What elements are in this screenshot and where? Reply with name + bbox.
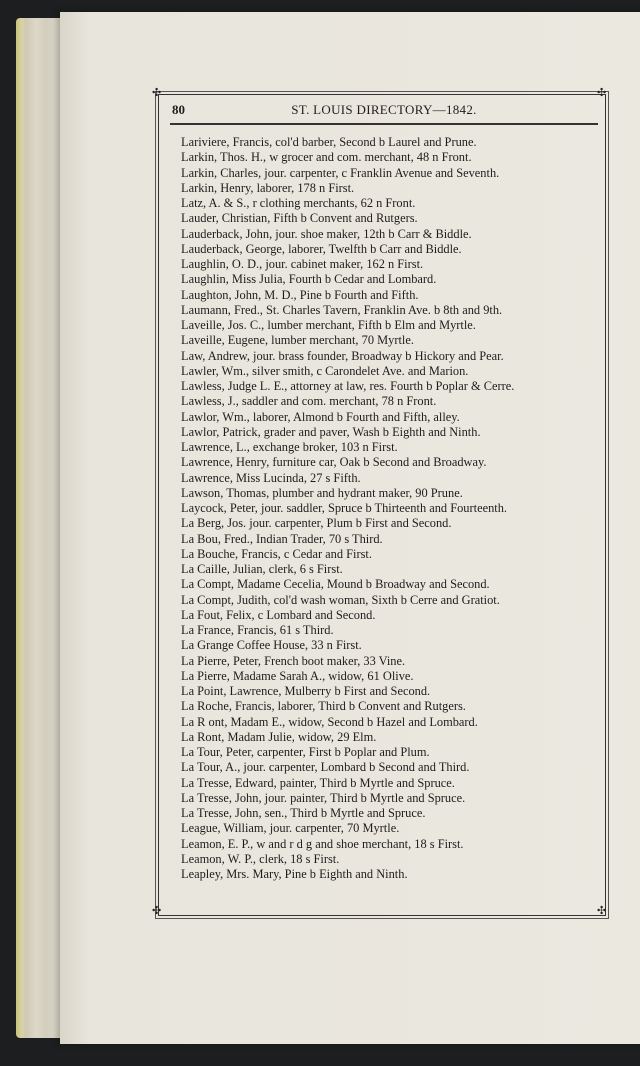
directory-entry: Lawlor, Wm., laborer, Almond b Fourth and Fifth, alley. [181, 409, 460, 424]
directory-entry: Law, Andrew, jour. brass founder, Broadway b Hickory and Pear. [181, 348, 504, 363]
directory-entry: La Bou, Fred., Indian Trader, 70 s Third. [181, 531, 383, 546]
page-title: ST. LOUIS DIRECTORY—1842. [291, 102, 477, 117]
directory-entry: Lawrence, Henry, furniture car, Oak b Second and Broadway. [181, 455, 487, 470]
directory-entry: Leamon, W. P., clerk, 18 s First. [181, 851, 340, 866]
directory-entry: La Tour, A., jour. carpenter, Lombard b Second and Third. [181, 760, 470, 775]
directory-entry: Lawrence, Miss Lucinda, 27 s Fifth. [181, 470, 361, 485]
directory-entry: La Tour, Peter, carpenter, First b Poplar and Plum. [181, 745, 430, 759]
directory-entry: La France, Francis, 61 s Third. [181, 623, 334, 637]
corner-ornament-icon: ✣ [152, 87, 162, 99]
directory-entries [181, 135, 601, 882]
corner-ornament-icon: ✣ [152, 905, 162, 917]
directory-entry: Leapley, Mrs. Mary, Pine b Eighth and Ninth. [181, 867, 408, 881]
page-number: 80 [172, 102, 185, 117]
directory-entry: La Point, Lawrence, Mulberry b First and Second. [181, 684, 431, 698]
directory-entry: Laycock, Peter, jour. saddler, Spruce b Thirteenth and Fourteenth. [181, 501, 508, 515]
directory-entry: Laughton, John, M. D., Pine b Fourth and Fifth. [181, 287, 419, 302]
directory-entry: La R ont, Madam E., widow, Second b Hazel and Lombard. [181, 714, 478, 729]
directory-entry: La Tresse, John, jour. painter, Third b Myrtle and Spruce. [181, 790, 466, 805]
directory-entry: Lawson, Thomas, plumber and hydrant maker, 90 Prune. [181, 485, 463, 500]
directory-entry: Laughlin, Miss Julia, Fourth b Cedar and Lombard. [181, 272, 437, 287]
directory-entry: La Berg, Jos. jour. carpenter, Plum b First and Second. [181, 516, 452, 531]
directory-entry: La Roche, Francis, laborer, Third b Convent and Rutgers. [181, 699, 466, 714]
directory-entry: La Grange Coffee House, 33 n First. [181, 638, 362, 653]
directory-entry: La Bouche, Francis, c Cedar and First. [181, 546, 372, 561]
directory-entry: Lauderback, John, jour. shoe maker, 12th b Carr & Biddle. [181, 226, 472, 241]
corner-ornament-icon: ✣ [597, 87, 607, 99]
directory-entry: Lawlor, Patrick, grader and paver, Wash b Eighth and Ninth. [181, 424, 481, 439]
directory-entry: La Pierre, Peter, French boot maker, 33 Vine. [181, 653, 406, 668]
directory-entry: Laughlin, O. D., jour. cabinet maker, 162 n First. [181, 257, 424, 271]
directory-entry: La Caille, Julian, clerk, 6 s First. [181, 562, 343, 576]
directory-entry: League, William, jour. carpenter, 70 Myrtle. [181, 821, 400, 836]
directory-entry: Leamon, E. P., w and r d g and shoe merchant, 18 s First. [181, 836, 464, 851]
directory-entry: Lauderback, George, laborer, Twelfth b Carr and Biddle. [181, 241, 462, 256]
running-header [170, 100, 598, 120]
directory-entry: Larkin, Henry, laborer, 178 n First. [181, 180, 355, 195]
directory-entry: La Pierre, Madame Sarah A., widow, 61 Olive. [181, 668, 414, 683]
directory-entry: Lariviere, Francis, col'd barber, Second b Laurel and Prune. [181, 135, 477, 149]
directory-entry: Lauder, Christian, Fifth b Convent and Rutgers. [181, 211, 418, 226]
directory-entry: Lawler, Wm., silver smith, c Carondelet Ave. and Marion. [181, 363, 469, 378]
directory-entry: Larkin, Charles, jour. carpenter, c Franklin Avenue and Seventh. [181, 165, 500, 180]
directory-entry: Lawless, Judge L. E., attorney at law, res. Fourth b Poplar & Cerre. [181, 379, 515, 393]
directory-entry: La Fout, Felix, c Lombard and Second. [181, 607, 376, 622]
directory-entry: Latz, A. & S., r clothing merchants, 62 n Front. [181, 196, 416, 210]
directory-entry: Laumann, Fred., St. Charles Tavern, Franklin Ave. b 8th and 9th. [181, 302, 503, 317]
directory-entry: Laveille, Jos. C., lumber merchant, Fifth b Elm and Myrtle. [181, 318, 476, 332]
directory-entry: Lawrence, L., exchange broker, 103 n First. [181, 440, 398, 454]
directory-entry: La Tresse, Edward, painter, Third b Myrtle and Spruce. [181, 775, 455, 790]
directory-entry: La Tresse, John, sen., Third b Myrtle and Spruce. [181, 806, 426, 820]
directory-entry: La Compt, Madame Cecelia, Mound b Broadway and Second. [181, 577, 490, 592]
directory-entry: Lawless, J., saddler and com. merchant, 78 n Front. [181, 394, 437, 409]
directory-entry: Larkin, Thos. H., w grocer and com. merchant, 48 n Front. [181, 150, 472, 165]
directory-entry: La Compt, Judith, col'd wash woman, Sixth b Cerre and Gratiot. [181, 592, 500, 607]
directory-entry: Laveille, Eugene, lumber merchant, 70 Myrtle. [181, 333, 414, 348]
header-rule [170, 123, 598, 125]
directory-entry: La Ront, Madam Julie, widow, 29 Elm. [181, 729, 377, 744]
corner-ornament-icon: ✣ [597, 905, 607, 917]
